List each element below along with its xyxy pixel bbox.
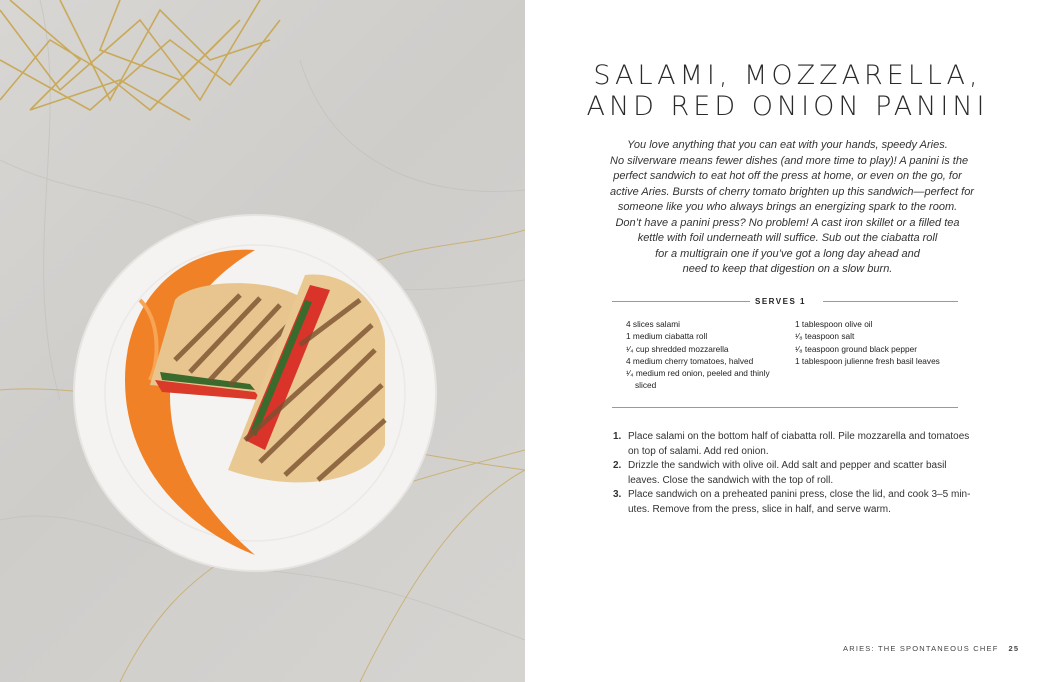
step-line: on top of salami. Add red onion.: [628, 445, 769, 457]
step-line: leaves. Close the sandwich with the top of roll.: [628, 474, 834, 486]
step-item: [613, 430, 973, 459]
intro-line: perfect sandwich to eat hot off the press at home, or even on the go, for: [613, 170, 962, 182]
intro-line: for a multigrain one if you’ve got a long day ahead and: [655, 247, 920, 260]
step-line: utes. Remove from the press, slice in half, and serve warm.: [628, 503, 891, 515]
serves-label: SERVES 1: [755, 297, 806, 306]
gold-wire-decoration: [0, 0, 280, 120]
recipe-title-line-2: AND RED ONION PANINI: [586, 91, 989, 122]
ingredient-item: 1 medium ciabatta roll: [626, 331, 708, 342]
intro-line: active Aries. Bursts of cherry tomato brighten up this sandwich—perfect for: [610, 185, 974, 198]
ingredient-item: ¹⁄₄ medium red onion, peeled and thinly: [626, 368, 770, 379]
chapter-title: ARIES: THE SPONTANEOUS CHEF: [843, 644, 999, 653]
intro-line: You love anything that you can eat with your hands, speedy Aries.: [627, 139, 948, 151]
ingredient-item: 4 slices salami: [626, 319, 680, 329]
step-item: [613, 488, 973, 517]
recipe-steps: [613, 430, 973, 517]
recipe-title-line-1: SALAMI, MOZZARELLA,: [593, 60, 982, 91]
page-footer: [843, 644, 1019, 653]
ingredient-item: 1 tablespoon julienne fresh basil leaves: [795, 355, 940, 366]
intro-line: No silverware means fewer dishes (and more time to play)! A panini is the: [610, 154, 969, 167]
serves-rule-left: [612, 301, 750, 302]
ingredient-item: 1 tablespoon olive oil: [795, 319, 873, 329]
step-line: Drizzle the sandwich with olive oil. Add salt and pepper and scatter basil: [628, 460, 947, 471]
step-number: 1.: [613, 431, 622, 442]
intro-line: Don’t have a panini press? No problem! A cast iron skillet or a filled tea: [615, 216, 960, 229]
serves-rule-right: [823, 301, 958, 302]
step-number: 3.: [613, 489, 622, 500]
step-line: Place salami on the bottom half of ciabatta roll. Pile mozzarella and tomatoes: [628, 431, 970, 442]
intro-line: someone like you who always brings an energizing spark to the room.: [617, 201, 958, 213]
ingredient-item: ¹⁄₄ cup shredded mozzarella: [626, 343, 729, 354]
ingredients-rule-bottom: [612, 407, 958, 408]
ingredient-item: ¹⁄₈ teaspoon ground black pepper: [795, 343, 917, 354]
step-item: [613, 459, 973, 488]
step-number: 2.: [613, 460, 622, 471]
ingredients-right: [795, 318, 940, 367]
intro-line: need to keep that digestion on a slow burn.: [682, 263, 893, 275]
ingredients-left: [626, 318, 770, 392]
ingredient-item: ¹⁄₈ teaspoon salt: [795, 331, 855, 342]
step-line: Place sandwich on a preheated panini press, close the lid, and cook 3–5 min-: [628, 489, 971, 500]
page-number: 25: [1008, 644, 1020, 653]
recipe-page: [525, 0, 1050, 682]
recipe-intro: [610, 138, 974, 278]
ingredient-item: sliced: [635, 380, 657, 391]
intro-line: kettle with foil underneath will suffice. Sub out the ciabatta roll: [637, 232, 938, 244]
ingredient-item: 4 medium cherry tomatoes, halved: [626, 355, 754, 366]
